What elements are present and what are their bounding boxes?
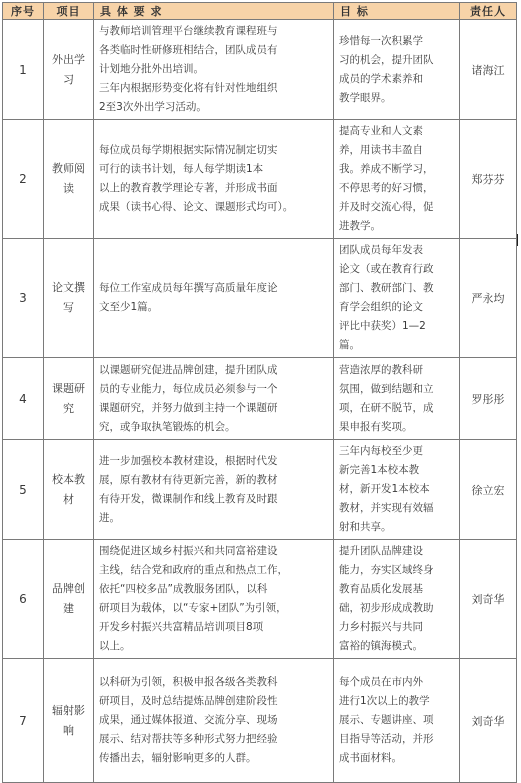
header-goal: 目 标 <box>334 3 460 20</box>
row-goal: 提升团队品牌建设 能力，夯实区域终身 教育品质化发展基 础，初步形成成教助 力乡村振兴与共同 富裕的镇海模式。 <box>334 540 460 659</box>
table-row <box>3 20 517 120</box>
row-goal: 提高专业和人文素 养，用读书丰盈自 我。养成不断学习， 不停思考的好习惯， 并及时交流心得，促 进教学。 <box>334 120 460 239</box>
row-requirements: 每位成员每学期根据实际情况制定切实 可行的读书计划，每人每学期读1本 以上的教育教学理论专著，并形成书面 成果（读书心得、论文、课题形式均可）。 <box>94 120 334 239</box>
row-goal: 三年内每校至少更 新完善1本校本教 材，新开发1本校本 教材，并实现有效辐 射和共享。 <box>334 440 460 540</box>
row-item: 校本教材 <box>44 440 94 540</box>
row-goal: 团队成员每年发表 论文（或在教育行政 部门、教研部门、教 育学会组织的论文 评比中获奖）1—2 篇。 <box>334 239 460 358</box>
row-item: 外出学习 <box>44 20 94 120</box>
row-item: 论文撰写 <box>44 239 94 358</box>
row-goal: 营造浓厚的教科研 氛围，做到结题和立 项，在研不脱节，成 果申报有奖项。 <box>334 358 460 440</box>
row-requirements: 以课题研究促进品牌创建，提升团队成 员的专业能力，每位成员必须参与一个 课题研究，并努力做到主持一个课题研 究，或争取执笔锻炼的机会。 <box>94 358 334 440</box>
row-number: 5 <box>3 440 44 540</box>
row-requirements: 进一步加强校本教材建设，根据时代发 展，原有教材有待更新完善，新的教材 有待开发，微课制作和线上教育及时跟 进。 <box>94 440 334 540</box>
row-item: 教师阅读 <box>44 120 94 239</box>
row-item: 品牌创建 <box>44 540 94 659</box>
row-goal: 珍惜每一次积累学 习的机会，提升团队 成员的学术素养和 教学眼界。 <box>334 20 460 120</box>
header-seq: 序号 <box>3 3 44 20</box>
row-person: 诸海江 <box>460 20 517 120</box>
table-row <box>3 440 517 540</box>
row-requirements: 与教师培训管理平台继续教育课程班与 各类临时性研修班相结合，团队成员有 计划地分批外出培训。 三年内根据形势变化将有针对性地组织 2至3次外出学习活动。 <box>94 20 334 120</box>
row-number: 3 <box>3 239 44 358</box>
row-number: 7 <box>3 659 44 783</box>
row-person: 严永均 <box>460 239 517 358</box>
margin-marker <box>517 234 518 246</box>
row-person: 郑芬芬 <box>460 120 517 239</box>
row-person: 刘奇华 <box>460 659 517 783</box>
row-person: 刘奇华 <box>460 540 517 659</box>
row-item: 课题研究 <box>44 358 94 440</box>
header-row <box>3 3 517 20</box>
row-requirements: 以科研为引领，积极申报各级各类教科 研项目，及时总结提炼品牌创建阶段性 成果，通过媒体报道、交流分享、现场 展示、结对帮扶等多种形式努力把经验 传播出去，辐射影响更多的人群。 <box>94 659 334 783</box>
plan-table <box>2 2 517 783</box>
row-number: 4 <box>3 358 44 440</box>
table-row <box>3 239 517 358</box>
row-requirements: 每位工作室成员每年撰写高质量年度论 文至少1篇。 <box>94 239 334 358</box>
header-person: 责任人 <box>460 3 517 20</box>
row-person: 徐立宏 <box>460 440 517 540</box>
row-number: 2 <box>3 120 44 239</box>
row-requirements: 围绕促进区域乡村振兴和共同富裕建设 主线，结合党和政府的重点和热点工作， 依托“四校多品”成教服务团队，以科 研项目为载体，以“专家+团队”为引领， 开发乡村振兴共富精品培训项目8项 以上。 <box>94 540 334 659</box>
table-row <box>3 358 517 440</box>
row-goal: 每个成员在市内外 进行1次以上的教学 展示、专题讲座、项 目指导等活动，并形 成书面材料。 <box>334 659 460 783</box>
header-item: 项目 <box>44 3 94 20</box>
table-row <box>3 540 517 659</box>
row-number: 6 <box>3 540 44 659</box>
table-row <box>3 120 517 239</box>
row-number: 1 <box>3 20 44 120</box>
table-row <box>3 659 517 783</box>
row-person: 罗彤彤 <box>460 358 517 440</box>
header-requirements: 具 体 要 求 <box>94 3 334 20</box>
row-item: 辐射影响 <box>44 659 94 783</box>
